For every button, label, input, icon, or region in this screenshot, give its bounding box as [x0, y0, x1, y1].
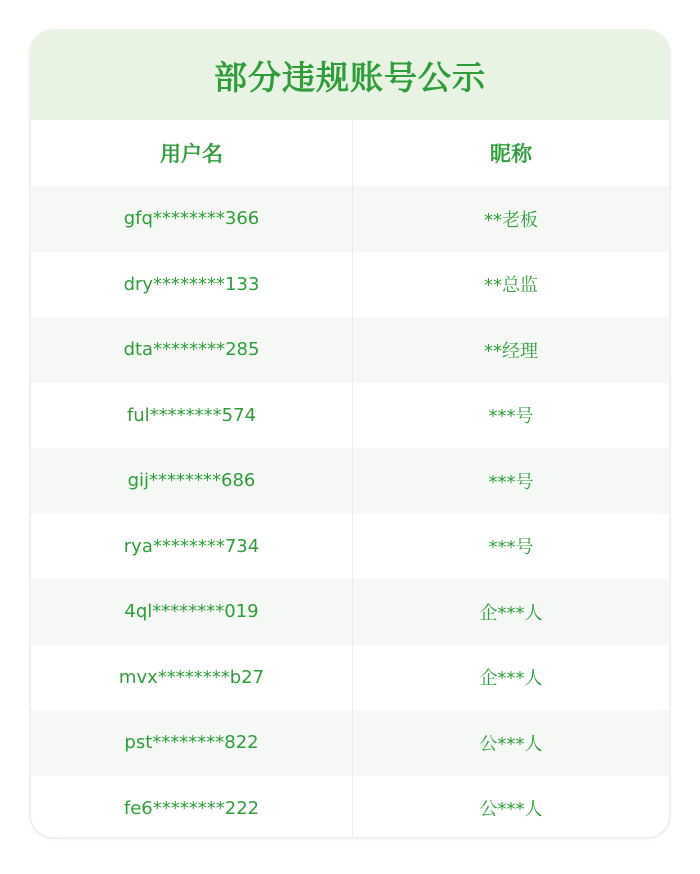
nickname-cell: **经理	[484, 340, 538, 362]
username-cell: gij********686	[31, 448, 353, 514]
violation-accounts-card	[31, 31, 669, 837]
username-cell: dta********285	[31, 317, 353, 383]
table-header-row	[31, 120, 669, 186]
username-cell: dry********133	[31, 252, 353, 318]
table-row	[31, 514, 669, 580]
column-header-nickname: 昵称	[490, 142, 532, 166]
nickname-cell: **老板	[484, 209, 538, 231]
table-row	[31, 448, 669, 514]
table-row	[31, 645, 669, 711]
page-title: 部分违规账号公示	[214, 58, 486, 97]
nickname-cell: ***号	[488, 537, 534, 559]
nickname-cell: 公***人	[479, 733, 543, 755]
nickname-cell: 企***人	[479, 668, 543, 690]
username-cell: 4ql********019	[31, 579, 353, 645]
table-row	[31, 383, 669, 449]
accounts-table	[31, 120, 669, 837]
nickname-cell: ***号	[488, 406, 534, 428]
table-row	[31, 252, 669, 318]
username-cell: ful********574	[31, 383, 353, 449]
table-row	[31, 710, 669, 776]
table-row	[31, 186, 669, 252]
username-cell: rya********734	[31, 514, 353, 580]
column-header-username: 用户名	[31, 120, 353, 186]
table-row	[31, 317, 669, 383]
title-bar	[31, 31, 669, 120]
username-cell: pst********822	[31, 710, 353, 776]
username-cell: mvx********b27	[31, 645, 353, 711]
nickname-cell: 企***人	[479, 602, 543, 624]
nickname-cell: 公***人	[479, 799, 543, 821]
username-cell: fe6********222	[31, 776, 353, 838]
username-cell: gfq********366	[31, 186, 353, 252]
nickname-cell: **总监	[484, 275, 538, 297]
nickname-cell: ***号	[488, 471, 534, 493]
table-row	[31, 776, 669, 838]
table-row	[31, 579, 669, 645]
